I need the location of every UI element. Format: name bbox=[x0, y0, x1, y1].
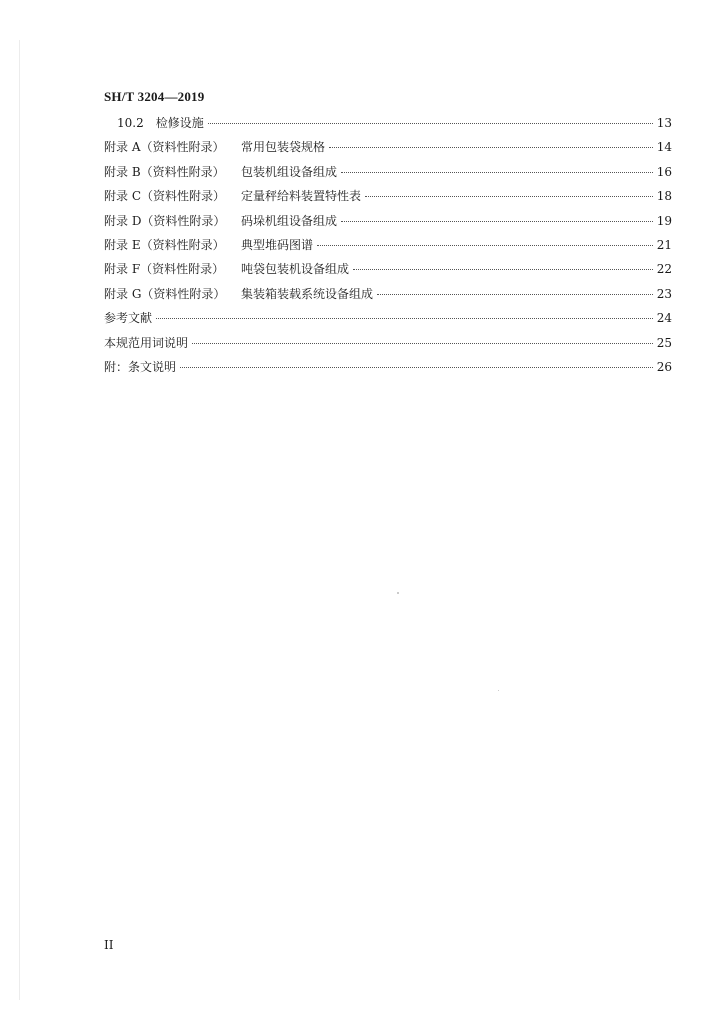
dot-leader bbox=[341, 220, 653, 222]
table-of-contents bbox=[104, 114, 672, 382]
toc-entry-appendix-b[interactable] bbox=[104, 163, 672, 187]
toc-appendix-label: 附录 C（资料性附录） bbox=[104, 189, 225, 204]
dot-leader bbox=[180, 366, 653, 368]
toc-title: 检修设施 bbox=[155, 116, 204, 130]
toc-title: 典型堆码图谱 bbox=[241, 237, 314, 252]
toc-entry-references[interactable] bbox=[104, 309, 672, 333]
toc-title: 码垛机组设备组成 bbox=[241, 213, 338, 228]
toc-page-number: 23 bbox=[656, 286, 672, 301]
scan-speck bbox=[498, 690, 499, 691]
toc-entry-appendix-g[interactable] bbox=[104, 285, 672, 309]
dot-leader bbox=[317, 244, 653, 246]
toc-page-number: 24 bbox=[656, 311, 672, 326]
toc-page-number: 25 bbox=[656, 335, 672, 350]
dot-leader bbox=[156, 317, 653, 319]
toc-title: 集装箱装载系统设备组成 bbox=[241, 286, 374, 301]
dot-leader bbox=[192, 342, 653, 344]
toc-page-number: 22 bbox=[656, 262, 672, 277]
toc-page-number: 16 bbox=[656, 164, 672, 179]
toc-page-number: 19 bbox=[656, 213, 672, 228]
toc-section-number: 10.2 bbox=[117, 116, 144, 130]
toc-entry-appendix-d[interactable] bbox=[104, 212, 672, 236]
toc-appendix-label: 附录 B（资料性附录） bbox=[104, 164, 225, 179]
page-number: II bbox=[104, 938, 114, 952]
toc-entry-appendix-c[interactable] bbox=[104, 187, 672, 211]
toc-title: 吨袋包装机设备组成 bbox=[241, 262, 350, 277]
toc-page-number: 13 bbox=[656, 116, 672, 130]
toc-page-number: 21 bbox=[656, 237, 672, 252]
toc-title: 常用包装袋规格 bbox=[241, 140, 326, 155]
toc-page-number: 18 bbox=[656, 189, 672, 204]
toc-page-number: 14 bbox=[656, 140, 672, 155]
toc-entry-clause-explanation[interactable] bbox=[104, 358, 672, 382]
toc-entry-appendix-a[interactable] bbox=[104, 138, 672, 162]
dot-leader bbox=[365, 195, 653, 197]
toc-appendix-label: 附录 A（资料性附录） bbox=[104, 140, 225, 155]
dot-leader bbox=[208, 122, 653, 124]
toc-entry-appendix-f[interactable] bbox=[104, 260, 672, 284]
toc-title: 本规范用词说明 bbox=[104, 335, 189, 350]
toc-entry-appendix-e[interactable] bbox=[104, 236, 672, 260]
toc-entry-wording-explanation[interactable] bbox=[104, 334, 672, 358]
toc-appendix-label: 附录 G（资料性附录） bbox=[104, 286, 226, 301]
toc-appendix-label: 附录 E（资料性附录） bbox=[104, 237, 225, 252]
dot-leader bbox=[377, 293, 653, 295]
dot-leader bbox=[341, 171, 653, 173]
dot-leader bbox=[329, 146, 653, 148]
toc-title: 包装机组设备组成 bbox=[241, 164, 338, 179]
scan-edge-line bbox=[19, 40, 20, 1000]
toc-title: 附：条文说明 bbox=[104, 359, 177, 374]
toc-title: 定量秤给料装置特性表 bbox=[241, 189, 362, 204]
toc-appendix-label: 附录 D（资料性附录） bbox=[104, 213, 226, 228]
dot-leader bbox=[353, 268, 653, 270]
toc-entry-10-2[interactable] bbox=[104, 114, 672, 138]
toc-title: 参考文献 bbox=[104, 311, 153, 326]
document-code: SH/T 3204—2019 bbox=[104, 89, 205, 104]
toc-appendix-label: 附录 F（资料性附录） bbox=[104, 262, 225, 277]
scan-speck bbox=[397, 592, 399, 594]
toc-page-number: 26 bbox=[656, 359, 672, 374]
